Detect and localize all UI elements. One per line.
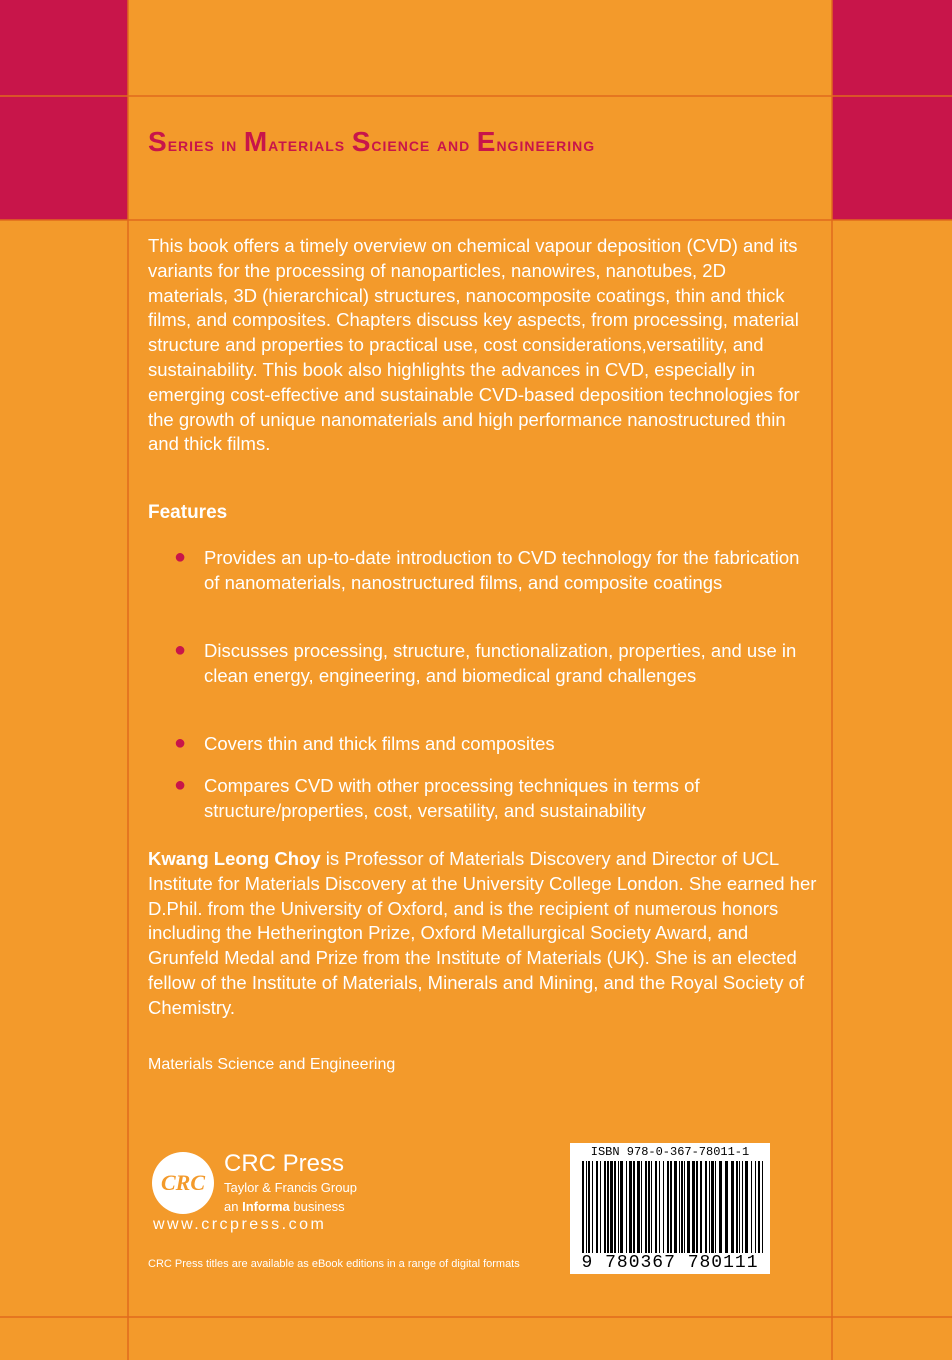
barcode-bar (637, 1161, 640, 1253)
barcode-bar (742, 1161, 743, 1253)
informa-line (224, 1199, 345, 1214)
barcode-bar (633, 1161, 635, 1253)
barcode-bar (667, 1161, 669, 1253)
barcode-bar (692, 1161, 695, 1253)
publisher-group: Taylor & Francis Group (224, 1180, 357, 1195)
middle-guide-line (0, 219, 952, 221)
crc-logo-icon (152, 1152, 214, 1214)
feature-text: Covers thin and thick films and composites (204, 733, 555, 754)
crc-logo-text: CRC (160, 1170, 206, 1195)
author-bio-text: is Professor of Materials Discovery and Director of UCL Institute for Materials Discovery at the University College London. She earned her D.Phil. from the University of Oxford, and is the recipient of numerous honors including the Hetherington Prize, Oxford Metallurgical Society Award, and Grunfeld Medal and Prize from the Institute of Materials (UK). She is an elected fellow of the Institute of Materials, Minerals and Mining, and the Royal Society of Chemistry. (148, 848, 817, 1018)
barcode-bar (592, 1161, 593, 1253)
barcode-bars (582, 1161, 768, 1253)
bullet-icon: ● (174, 546, 187, 568)
informa-suffix: business (289, 1199, 345, 1214)
barcode-bar (582, 1161, 584, 1253)
barcode-bar (705, 1161, 707, 1253)
barcode-bar (755, 1161, 756, 1253)
barcode-bar (687, 1161, 690, 1253)
bottom-guide-line (0, 1316, 952, 1318)
barcode-bar (719, 1161, 722, 1253)
bullet-icon: ● (174, 639, 187, 661)
series-title-text: Series in Materials Science and Engineering (148, 126, 596, 157)
barcode-bar (600, 1161, 601, 1253)
subject-category: Materials Science and Engineering (148, 1056, 396, 1073)
barcode-bar (655, 1161, 657, 1253)
barcode-bar (596, 1161, 598, 1253)
barcode-bar (681, 1161, 683, 1253)
barcode-bar (586, 1161, 587, 1253)
right-crimson-block (832, 0, 952, 220)
barcode-bar (700, 1161, 702, 1253)
author-bio (148, 847, 818, 1021)
barcode-bar (663, 1161, 664, 1253)
barcode-bar (736, 1161, 738, 1253)
barcode-bar (674, 1161, 677, 1253)
barcode-bar (604, 1161, 606, 1253)
barcode-bar (614, 1161, 616, 1253)
barcode-bar (588, 1161, 590, 1253)
book-description: This book offers a timely overview on chemical vapour deposition (CVD) and its variants for the processing of nanoparticles, nanowires, nanotubes, 2D materials, 3D (hierarchical) structures, nanocomposite coatings, thin and thick films, and composites. Chapters discuss key aspects, from processing, material structure and properties to practical use, cost considerations,versatility, and sustainability. This book also highlights the advances in CVD, especially in emerging cost-effective and sustainable CVD-based deposition technologies for the growth of unique nanomaterials and high performance nanostructured thin and thick films. (148, 235, 800, 455)
barcode-bar (679, 1161, 680, 1253)
top-guide-line (0, 95, 952, 97)
series-title (148, 126, 828, 158)
barcode-bar (739, 1161, 740, 1253)
barcode-bar (648, 1161, 650, 1253)
barcode-bar (651, 1161, 652, 1253)
barcode-number: 9 780367 780111 (581, 1253, 759, 1273)
barcode-bar (715, 1161, 716, 1253)
informa-bold: Informa (242, 1199, 290, 1214)
barcode-bar (626, 1161, 627, 1253)
author-name: Kwang Leong Choy (148, 848, 321, 869)
bullet-icon: ● (174, 732, 187, 754)
barcode-bar (731, 1161, 734, 1253)
publisher-website: www.crcpress.com (153, 1216, 327, 1233)
left-guide-line (127, 0, 129, 1360)
barcode-bar (684, 1161, 685, 1253)
feature-text: Compares CVD with other processing techniques in terms of structure/properties, cost, versatility, and sustainability (204, 775, 700, 821)
bullet-icon: ● (174, 774, 187, 796)
barcode-bar (618, 1161, 619, 1253)
barcode-bar (711, 1161, 714, 1253)
barcode-bar (659, 1161, 660, 1253)
barcode-bar (751, 1161, 752, 1253)
barcode-bar (607, 1161, 609, 1253)
informa-prefix: an (224, 1199, 243, 1214)
barcode-bar (696, 1161, 698, 1253)
left-crimson-block (0, 0, 128, 220)
barcode-bar (725, 1161, 728, 1253)
feature-text: Provides an up-to-date introduction to CVD technology for the fabrication of nanomaterials, nanostructured films, and composite coatings (204, 547, 800, 593)
isbn-label: ISBN 978-0-367-78011-1 (590, 1145, 750, 1159)
barcode-bar (758, 1161, 760, 1253)
isbn-barcode (570, 1143, 770, 1274)
barcode-bar (641, 1161, 642, 1253)
barcode-bar (620, 1161, 623, 1253)
barcode-bar (670, 1161, 672, 1253)
barcode-bar (745, 1161, 748, 1253)
barcode-bar (629, 1161, 632, 1253)
barcode-bar (709, 1161, 710, 1253)
right-guide-line (831, 0, 833, 1360)
ebook-note: CRC Press titles are available as eBook editions in a range of digital formats (148, 1258, 520, 1270)
features-heading: Features (148, 502, 228, 523)
barcode-bar (762, 1161, 763, 1253)
publisher-name: CRC Press (224, 1150, 345, 1177)
barcode-bar (610, 1161, 613, 1253)
barcode-bar (645, 1161, 647, 1253)
feature-text: Discusses processing, structure, functionalization, properties, and use in clean energy, engineering, and biomedical grand challenges (204, 640, 797, 686)
